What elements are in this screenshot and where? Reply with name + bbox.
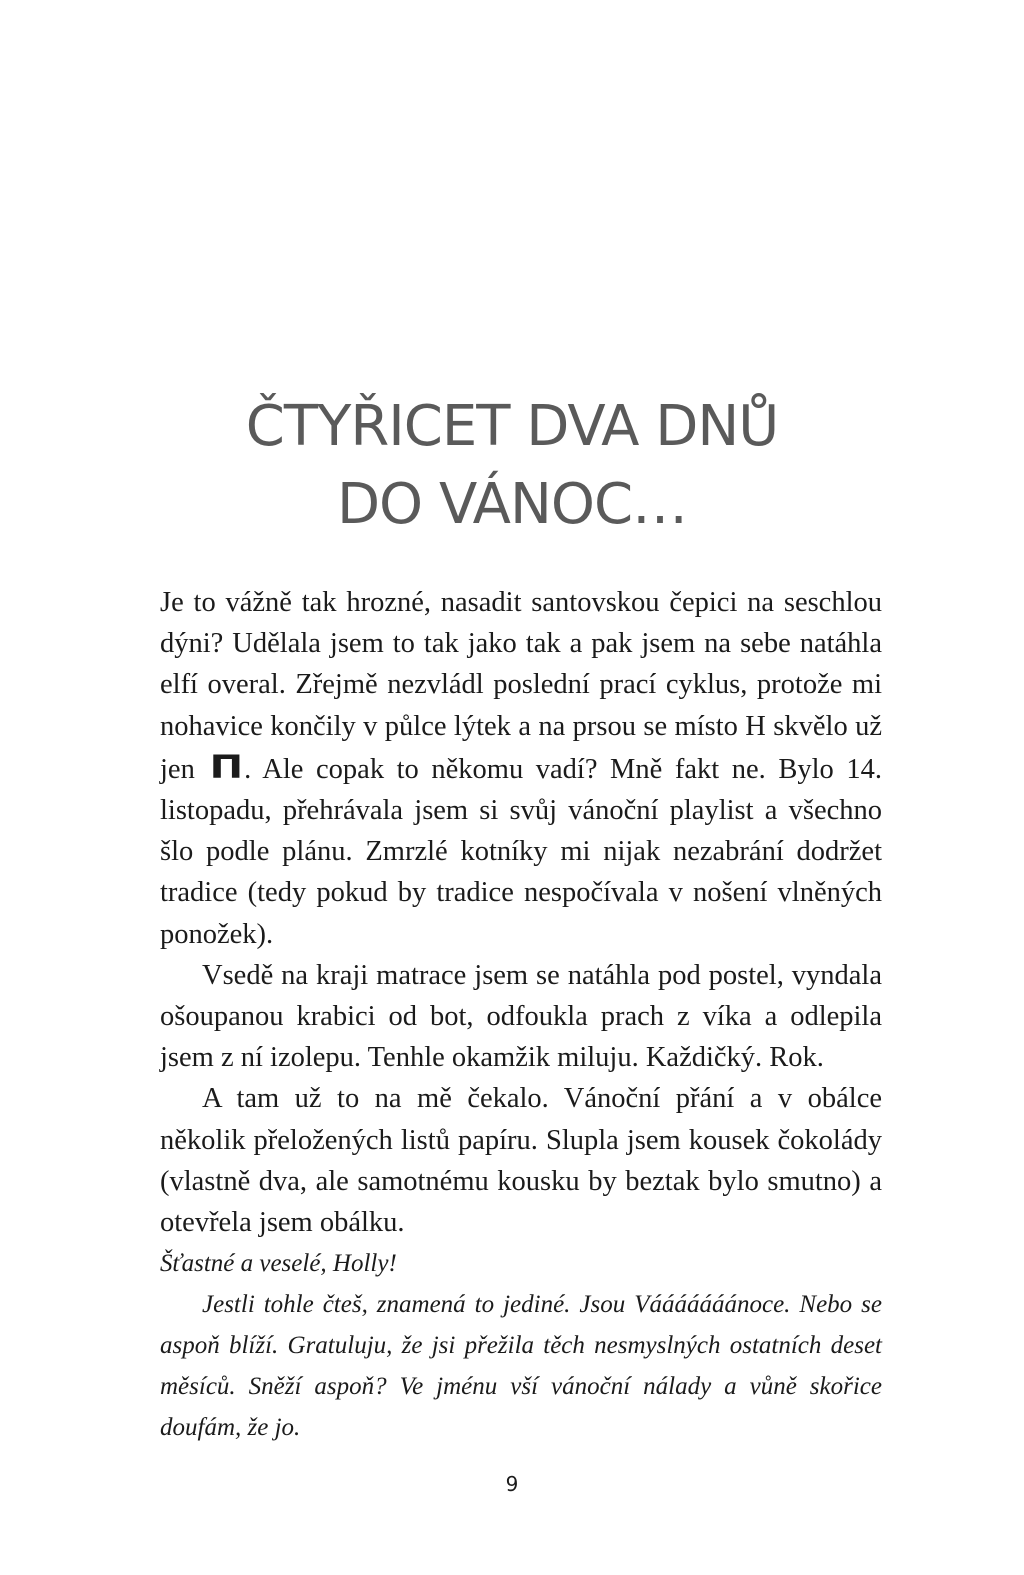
paragraph-1-text-a: Je to vážně tak hrozné, nasadit santovskou čepici na seschlou dýni? Udělala jsem to tak jako tak a pak jsem na sebe natáhla elfí overal. Zřejmě nezvládl poslední prací cyklus, protože mi nohavice končily v půlce lýtek a na prsou se místo H skvělo už jen bbox=[160, 587, 882, 785]
letter-greeting: Šťastné a veselé, Holly! bbox=[160, 1250, 397, 1277]
paragraph-1-text-b: . Ale copak to někomu vadí? Mně fakt ne. Bylo 14. listopadu, přehrávala jsem si svůj vánoční playlist a všechno šlo podle plánu. Zmrzlé kotníky mi nijak nezabrání dodržet tradice (tedy pokud by tradice nespočívala v nošení vlněných ponožek). bbox=[160, 753, 882, 950]
pi-glyph: Π bbox=[210, 747, 244, 786]
paragraph-3: A tam už to na mě čekalo. Vánoční přání a v obálce několik přeložených listů papíru. Slupla jsem kousek čokolády (vlastně dva, ale samotnému kousku by beztak bylo smutno) a otevřela jsem obálku. bbox=[160, 1083, 882, 1239]
body-text bbox=[160, 582, 882, 1243]
chapter-title-line-1: ČTYŘICET DVA DNŮ bbox=[245, 394, 779, 459]
paragraph-1 bbox=[160, 582, 882, 955]
chapter-title bbox=[0, 388, 1024, 544]
chapter-title-line-2: DO VÁNOC… bbox=[336, 472, 688, 537]
letter-text: Jestli tohle čteš, znamená to jediné. Jsou Vááááááánoce. Nebo se aspoň blíží. Gratuluju, že jsi přežila těch nesmyslných ostatních deset měsíců. Sněží aspoň? Ve jménu vší vánoční nálady a vůně skořice doufám, že jo. bbox=[160, 1291, 882, 1441]
letter-excerpt bbox=[160, 1243, 882, 1448]
page-number: 9 bbox=[505, 1472, 519, 1496]
paragraph-2: Vsedě na kraji matrace jsem se natáhla pod postel, vyndala ošoupanou krabici od bot, odfoukla prach z víka a odlepila jsem z ní izolepu. Tenhle okamžik miluju. Každičký. Rok. bbox=[160, 959, 882, 1074]
